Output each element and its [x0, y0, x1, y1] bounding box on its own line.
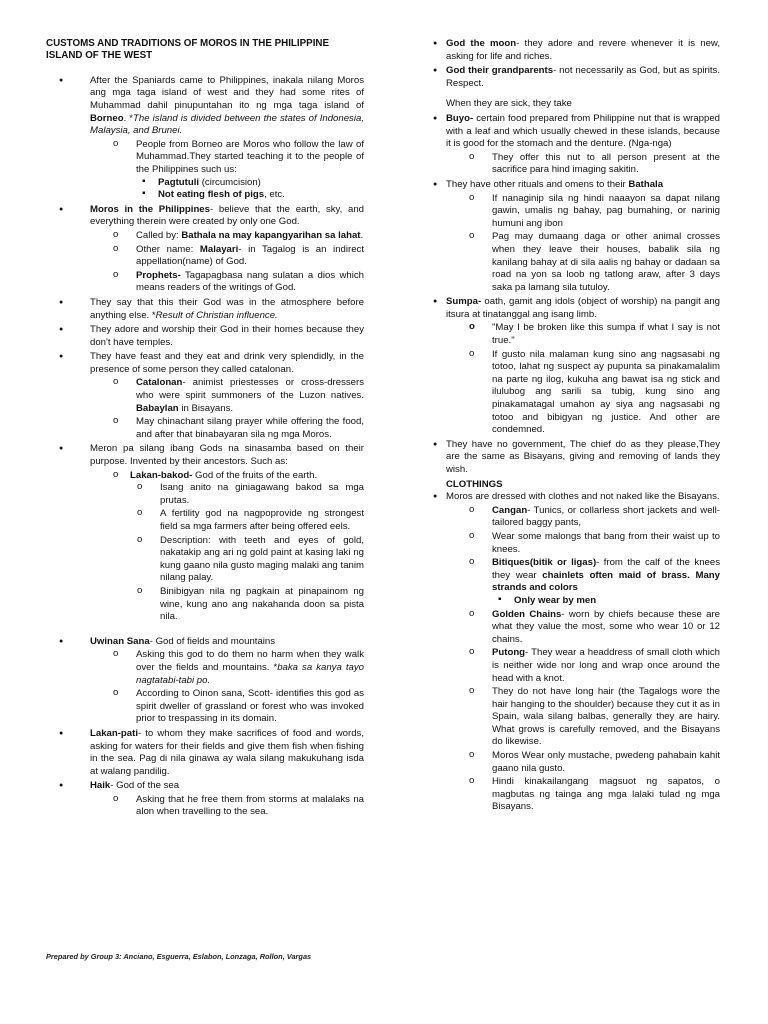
sub-list-item: o Moros Wear only mustache, pwedeng pahabain kahit gaano nila gusto.: [446, 750, 720, 775]
list-item: ● Buyo- certain food prepared from Philippine nut that is wrapped with a leaf and which usually chewed in these islands, because it is good for the stomach and the denture. (Nga-nga) o They offer this nut to all person present at the sacrifice para hind imaging sakitin.: [420, 113, 720, 177]
sub-list-item: o Golden Chains- worn by chiefs because these are what they value the most, some who wear 10 or 12 chains.: [446, 609, 720, 647]
list-item: ● Moros in the Philippines- believe that the earth, sky, and everything therein were created by only one God. o Called by: Bathala na may kapangyarihan sa lahat. o Other name: Malayari- in Tagalog is an indirect appellation(name) of God. o Prophets- Tagapagbasa nang sulatan a dios which means readers of the writings of God.: [46, 204, 364, 295]
sub-list-item: o May chinachant silang prayer while offering the food, and after that binabayaran sila ng mga Moros.: [90, 416, 364, 441]
sub-sub-list-item: o Description: with teeth and eyes of gold, nakatakip ang ari ng gold paint at kasing laki ng kung gaano nila gusto maging malaki ang tanim nilang palay.: [114, 535, 364, 585]
list-item: ● They have no government, The chief do as they please,They are the same as Bisayans, giving and removing of lands they wish.: [420, 439, 720, 477]
sub-list-item: o People from Borneo are Moros who follow the law of Muhammad.They started teaching it to the people of the Philippines such us: ▪ Pagtutuli (circumcision) ▪ Not eating flesh of pigs, etc.: [90, 139, 364, 202]
list-item: ● They have other rituals and omens to their Bathala o If nanaginip sila ng hindi naaayon sa dapat nilang gawin, umalis ng bahay, pag bumahing, or narinig humuni ang ibon o Pag may dumaang daga or other animal crosses when they leave their houses, babalik sila ng kanilang bahay at di sila aalis ng bahay or dadaan sa road na yon sa loob ng tatlong araw, after 3 days saka pa lamang sila tutuloy.: [420, 179, 720, 294]
left-column: [46, 38, 364, 821]
sub-list-item: o Other name: Malayari- in Tagalog is an indirect appellation(name) of God.: [90, 244, 364, 269]
list-item: ● Lakan-pati- to whom they make sacrifices of food and words, asking for waters for their fields and give them fish when fishing in the sea. Pag di nila ginawa ay wala silang makukuhang isda at walang pandilig.: [46, 728, 364, 778]
sub-sub-list-item: o Binibigyan nila ng pagkain at pinapainom ng wine, kung ano ang nakahanda doon sa pista nila.: [114, 586, 364, 624]
sub-list-item: o Bitiques(bitik or ligas)- from the calf of the knees they wear chainlets often maid of brass. Many strands and colors ▪ Only wear by men: [446, 557, 720, 607]
section-heading: CLOTHINGS: [446, 478, 503, 490]
list-item: ● Moros are dressed with clothes and not naked like the Bisayans. o Cangan- Tunics, or collarless short jackets and well-tailored baggy pants, o Wear some malongs that bang from their waist up to knees. o Bitiques(bitik or ligas)- from the calf of the knees they wear chainlets often maid of brass. Many strands and colors ▪ Only wear by men o Golden Chains- worn by chiefs because these are what they value the most, some who wear 10 or 12 chains. o Putong- They wear a headdress of small cloth which is neither wide nor long and wrap once around the head with a knot. o They do not have long hair (the Tagalogs wore the hair hanging to the shoulder) because they cut it as in Spain, wala silang balbas, generally they are hairy. What grows is carefully removed, and the Bisayans do likewise. o Moros Wear only mustache, pwedeng pahabain kahit gaano nila gusto. o Hindi kinakailangang magsuot ng sapatos, o magbutas ng tainga ang mga lalaki tulad ng mga Bisayans.: [420, 491, 720, 814]
sub-list-item: o "May I be broken like this sumpa if what I say is not true.": [446, 322, 720, 347]
list-item: ● They have feast and they eat and drink very splendidly, in the presence of some person they called catalonan. o Catalonan- animist priestesses or cross-dressers who were spirit summoners of the Luzon natives. Babaylan in Bisayans. o May chinachant silang prayer while offering the food, and after that binabayaran sila ng mga Moros.: [46, 351, 364, 441]
list-item: ● Haik- God of the sea o Asking that he free them from storms at malalaks na alon when travelling to the sea.: [46, 780, 364, 819]
list-item: ● Uwinan Sana- God of fields and mountains o Asking this god to do them no harm when they walk over the fields and mountains. *baka sa kanya tayo nagtatabi-tabi po. o According to Oinon sana, Scott- identifies this god as spirit dweller of grassland or forest who was invoked prior to trespassing in its domain.: [46, 636, 364, 726]
paragraph: When they are sick, they take: [446, 98, 572, 110]
list-item: ● They say that this their God was in the atmosphere before anything else. *Result of Christian influence.: [46, 297, 364, 322]
list-item: ● God their grandparents- not necessarily as God, but as spirits. Respect.: [420, 65, 720, 90]
list-item: ● Sumpa- oath, gamit ang idols (object of worship) na pangit ang itsura at tinatanggal ang isang limb. o "May I be broken like this sumpa if what I say is not true." o If gusto nila malaman kung sino ang nagsasabi ng totoo, lahat ng suspect ay pupunta sa pinakamalalim na parte ng ilog, kukuha ang bawat isa ng stick and ilulubog ang sarili sa tubig, kung sino ang pinakamatagal umahon ay siya ang nagsasabi ng totoo and bibigyan ng justice. And other are condemned.: [420, 296, 720, 437]
list-item: ● After the Spaniards came to Philippines, inakala nilang Moros ang mga taga island of west and they had some rites of Muhammad dahil pinupuntahan ito ng mga taga island of Borneo. *The island is divided between the states of Indonesia, Malaysia, and Brunei. o People from Borneo are Moros who follow the law of Muhammad.They started teaching it to the people of the Philippines such us: ▪ Pagtutuli (circumcision) ▪ Not eating flesh of pigs, etc.: [46, 75, 364, 202]
document-title: CUSTOMS AND TRADITIONS OF MOROS IN THE PHILIPPINE ISLAND OF THE WEST: [46, 38, 330, 62]
sub-list-item: o If gusto nila malaman kung sino ang nagsasabi ng totoo, lahat ng suspect ay pupunta sa pinakamalalim na parte ng ilog, kukuha ang bawat isa ng stick and ilulubog ang sarili sa tubig, kung sino ang pinakamatagal umahon ay siya ang nagsasabi ng totoo and bibigyan ng justice. And other are condemned.: [446, 349, 720, 437]
sub-list-item: o According to Oinon sana, Scott- identifies this god as spirit dweller of grassland or forest who was invoked prior to trespassing in its domain.: [90, 688, 364, 726]
list-item: ● Meron pa silang ibang Gods na sinasamba based on their purpose. Invented by their ancestors. Such as: o Lakan-bakod- God of the fruits of the earth. o Isang anito na giniagawang bakod sa mga prutas. o A fertility god na nagpoprovide ng strongest field sa mga farmers after being offered eels. o Description: with teeth and eyes of gold, nakatakip ang ari ng gold paint at kasing laki ng kung gaano nila gusto maging malaki ang tanim nilang palay. o Binibigyan nila ng pagkain at pinapainom ng wine, kung ano ang nakahanda doon sa pista nila.: [46, 443, 364, 623]
left-list: [46, 75, 364, 819]
right-list: [420, 38, 720, 90]
sub-sub-list-item: ▪ Only wear by men: [492, 595, 720, 608]
sub-list-item: o Putong- They wear a headdress of small cloth which is neither wide nor long and wrap once around the head with a knot.: [446, 647, 720, 685]
sub-list-item: o Hindi kinakailangang magsuot ng sapatos, o magbutas ng tainga ang mga lalaki tulad ng mga Bisayans.: [446, 776, 720, 814]
sub-sub-list-item: o Isang anito na giniagawang bakod sa mga prutas.: [114, 482, 364, 507]
list-item: ● They adore and worship their God in their homes because they don't have temples.: [46, 324, 364, 349]
sub-list-item: o Asking that he free them from storms at malalaks na alon when travelling to the sea.: [90, 794, 364, 819]
list-item: ● God the moon- they adore and revere whenever it is new, asking for life and riches.: [420, 38, 720, 63]
sub-sub-list-item: ▪ Pagtutuli (circumcision): [136, 177, 364, 190]
footer-credits: Prepared by Group 3: Anciano, Esguerra, Eslabon, Lonzaga, Rollon, Vargas: [46, 952, 312, 961]
sub-list-item: o Cangan- Tunics, or collarless short jackets and well-tailored baggy pants,: [446, 505, 720, 530]
sub-list-item: o Prophets- Tagapagbasa nang sulatan a dios which means readers of the writings of God.: [90, 270, 364, 295]
sub-sub-list-item: o A fertility god na nagpoprovide ng strongest field sa mga farmers after being offered eels.: [114, 508, 364, 533]
sub-list-item: o Called by: Bathala na may kapangyarihan sa lahat.: [90, 230, 364, 243]
sub-list-item: o Lakan-bakod- God of the fruits of the earth. o Isang anito na giniagawang bakod sa mga prutas. o A fertility god na nagpoprovide ng strongest field sa mga farmers after being offered eels. o Description: with teeth and eyes of gold, nakatakip ang ari ng gold paint at kasing laki ng kung gaano nila gusto maging malaki ang tanim nilang palay. o Binibigyan nila ng pagkain at pinapainom ng wine, kung ano ang nakahanda doon sa pista nila.: [90, 470, 364, 624]
sub-list-item: o Catalonan- animist priestesses or cross-dressers who were spirit summoners of the Luzon natives. Babaylan in Bisayans.: [90, 377, 364, 415]
sub-sub-list-item: ▪ Not eating flesh of pigs, etc.: [136, 189, 364, 202]
right-column: [420, 38, 720, 816]
sub-list-item: o They do not have long hair (the Tagalogs wore the hair hanging to the shoulder) because they cut it as in Spain, wala silang balbas, generally they are hairy. What grows is carefully removed, and the Bisayans do likewise.: [446, 686, 720, 749]
sub-list-item: o If nanaginip sila ng hindi naaayon sa dapat nilang gawin, umalis ng bahay, pag bumahing, or narinig humuni ang ibon: [446, 193, 720, 231]
sub-list-item: o Asking this god to do them no harm when they walk over the fields and mountains. *baka sa kanya tayo nagtatabi-tabi po.: [90, 649, 364, 687]
sub-list-item: o Pag may dumaang daga or other animal crosses when they leave their houses, babalik sila ng kanilang bahay at di sila aalis ng bahay or dadaan sa road na yon sa loob ng tatlong araw, after 3 days saka pa lamang sila tutuloy.: [446, 231, 720, 294]
sub-list-item: o Wear some malongs that bang from their waist up to knees.: [446, 531, 720, 556]
sub-list-item: o They offer this nut to all person present at the sacrifice para hind imaging sakitin.: [446, 152, 720, 177]
